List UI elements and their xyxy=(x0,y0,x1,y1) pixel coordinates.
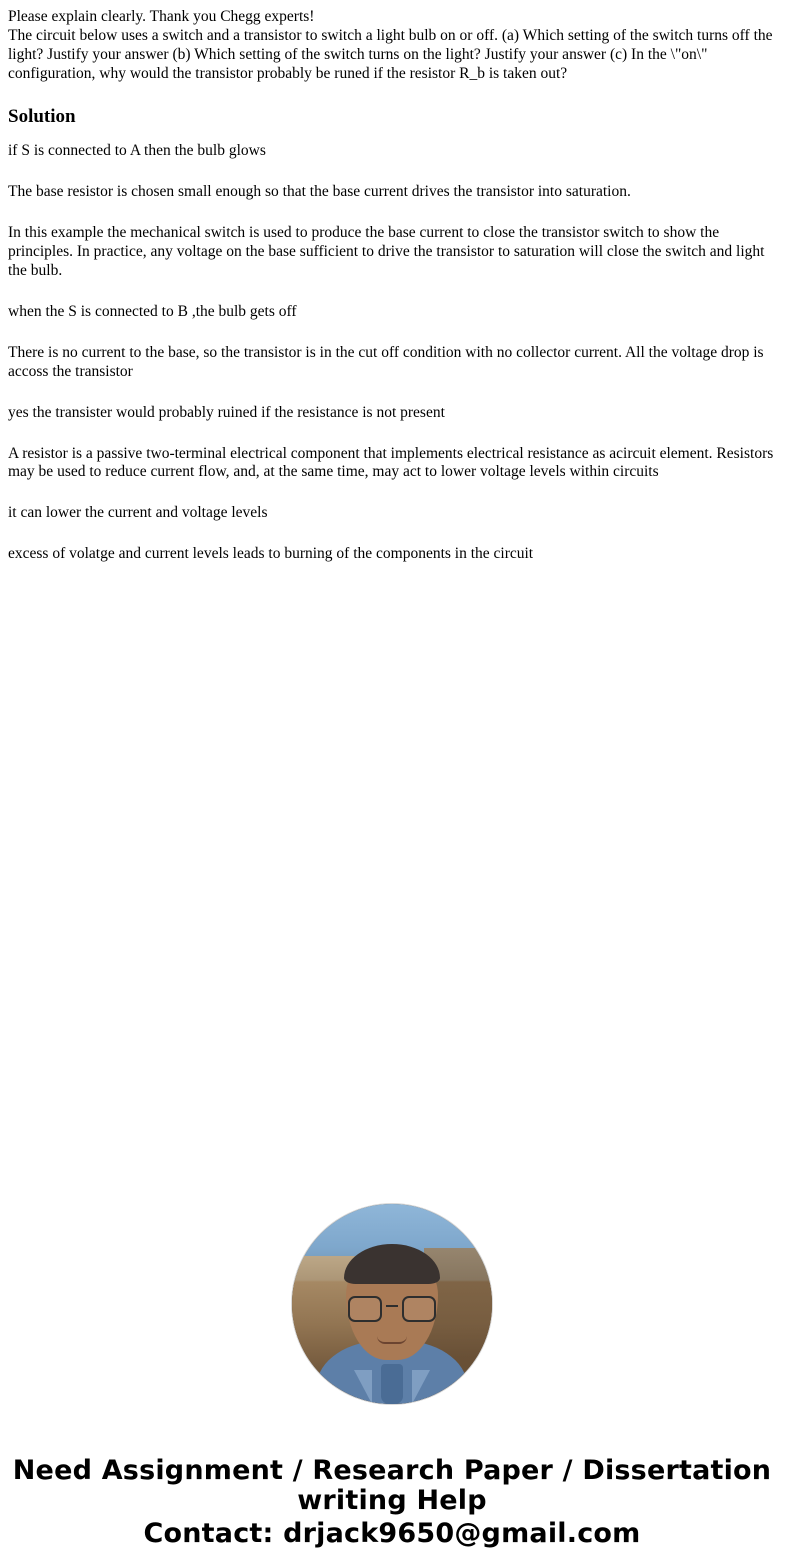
promo-line-1: Need Assignment / Research Paper / Dissertation writing Help xyxy=(12,1455,772,1517)
avatar-tie xyxy=(381,1364,403,1404)
page-spacer xyxy=(8,564,776,1204)
avatar-glasses-right-lens xyxy=(402,1296,436,1322)
avatar-collar-right xyxy=(412,1370,430,1404)
avatar-glasses-bridge xyxy=(386,1305,398,1307)
solution-paragraph: if S is connected to A then the bulb glows xyxy=(8,142,266,160)
avatar-glasses-left-lens xyxy=(348,1296,382,1322)
question-block xyxy=(8,8,776,84)
question-body: The circuit below uses a switch and a transistor to switch a light bulb on or off. (a) Which setting of the switch turns off the light? Justify your answer (b) Which setting of the switch turns on the light? Justify your answer (c) In the \"on\" configuration, why would the transistor probably be runed if the resistor R_b is taken out? xyxy=(8,26,773,82)
solution-paragraph: The base resistor is chosen small enough so that the base current drives the transistor into saturation. xyxy=(8,183,631,201)
question-intro: Please explain clearly. Thank you Chegg experts! xyxy=(8,8,315,25)
solution-paragraph: There is no current to the base, so the transistor is in the cut off condition with no collector current. All the voltage drop is accoss the transistor xyxy=(8,343,764,380)
avatar-container xyxy=(8,1204,776,1404)
solution-paragraph: In this example the mechanical switch is used to produce the base current to close the transistor switch to show the principles. In practice, any voltage on the base sufficient to drive the transistor to saturation will close the switch and light the bulb. xyxy=(8,224,765,280)
avatar-mouth xyxy=(377,1336,407,1344)
avatar xyxy=(292,1204,492,1404)
avatar-collar-left xyxy=(354,1370,372,1404)
solution-body xyxy=(8,142,776,564)
solution-heading: Solution xyxy=(8,105,76,127)
solution-paragraph: A resistor is a passive two-terminal electrical component that implements electrical resistance as acircuit element. Resistors may be used to reduce current flow, and, at the same time, may act to lower voltage levels within circuits xyxy=(8,444,774,481)
solution-paragraph: when the S is connected to B ,the bulb gets off xyxy=(8,302,297,320)
solution-paragraph: it can lower the current and voltage levels xyxy=(8,504,268,522)
promo-banner xyxy=(8,1456,776,1549)
solution-paragraph: yes the transister would probably ruined if the resistance is not present xyxy=(8,403,445,421)
solution-paragraph: excess of volatge and current levels leads to burning of the components in the circuit xyxy=(8,545,534,563)
promo-line-2: Contact: drjack9650@gmail.com xyxy=(143,1517,641,1549)
